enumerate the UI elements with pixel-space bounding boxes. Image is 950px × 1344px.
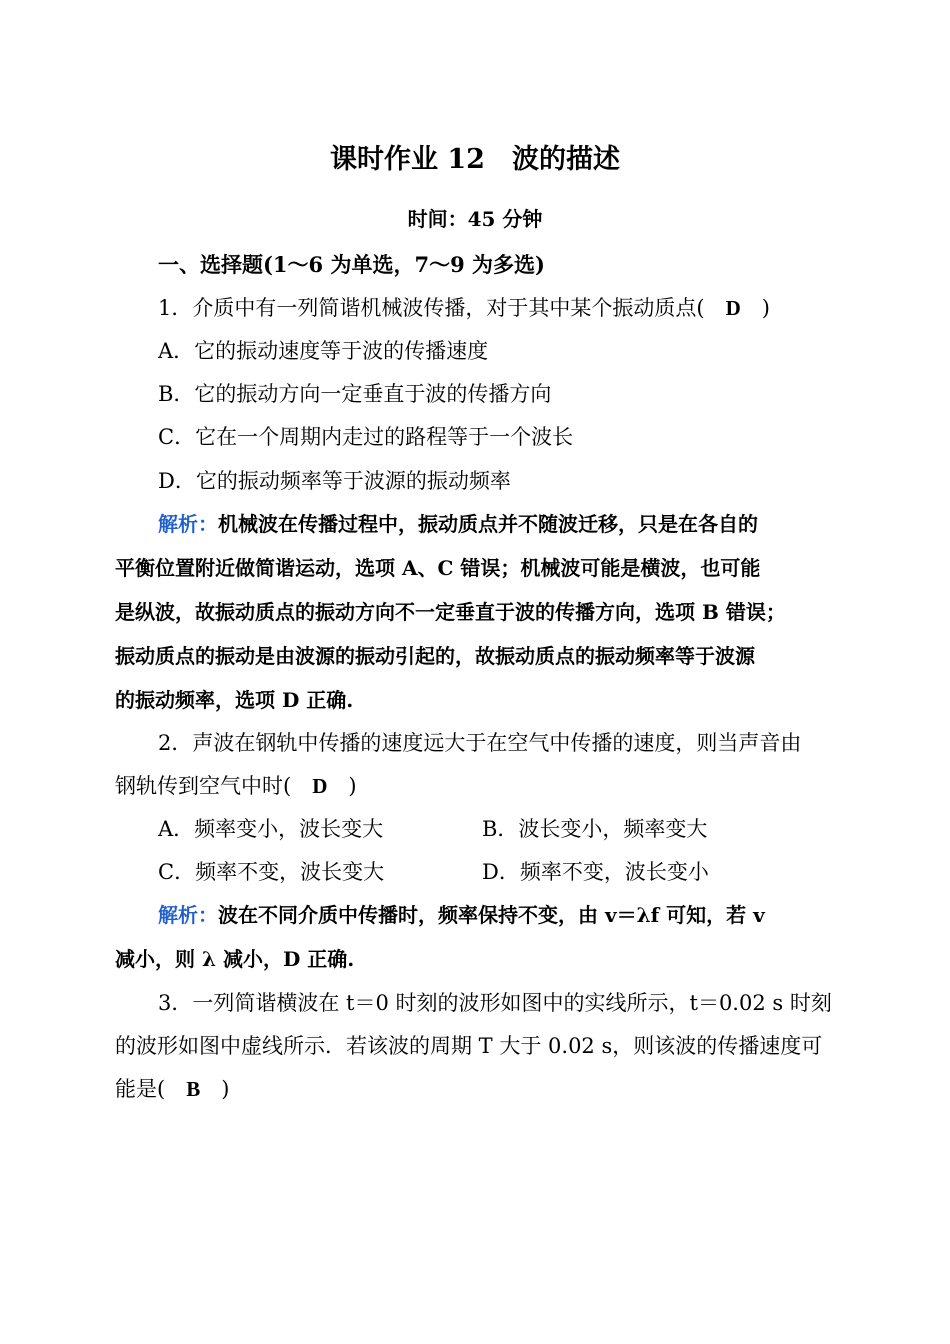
analysis-2-line: 减小，则 λ 减小，D 正确. [115, 947, 355, 971]
page-title: 课时作业 12 波的描述 [330, 144, 620, 175]
answer: B [186, 1077, 201, 1101]
option-b: B．它的振动方向一定垂直于波的传播方向 [158, 382, 552, 406]
answer: D [725, 296, 741, 320]
option-a: A．频率变小，波长变大 [158, 817, 384, 841]
question-1-stem [158, 293, 770, 323]
question-text: 能是( [115, 1077, 187, 1101]
question-3-stem: 3．一列简谐横波在 t＝0 时刻的波形如图中的实线所示，t＝0.02 s 时刻 [158, 991, 832, 1015]
option-b: B．波长变小，频率变大 [482, 817, 708, 841]
question-2-stem [115, 771, 357, 801]
question-text: 1．介质中有一列简谐机械波传播，对于其中某个振动质点( [158, 296, 726, 320]
analysis-1-line [158, 509, 758, 539]
answer: D [312, 774, 328, 798]
analysis-1-line: 振动质点的振动是由波源的振动引起的，故振动质点的振动频率等于波源 [115, 644, 755, 668]
analysis-text: 机械波在传播过程中，振动质点并不随波迁移，只是在各自的 [218, 512, 758, 536]
question-2-stem: 2．声波在钢轨中传播的速度远大于在空气中传播的速度，则当声音由 [158, 731, 802, 755]
question-3-stem [115, 1074, 229, 1104]
option-c: C．它在一个周期内走过的路程等于一个波长 [158, 425, 574, 449]
option-a: A．它的振动速度等于波的传播速度 [158, 339, 489, 363]
option-c: C．频率不变，波长变大 [158, 860, 385, 884]
option-d: D．它的振动频率等于波源的振动频率 [158, 469, 511, 493]
analysis-2-line [158, 900, 765, 930]
analysis-label: 解析： [158, 903, 218, 927]
option-d: D．频率不变，波长变小 [482, 860, 709, 884]
time-limit: 时间：45 分钟 [407, 207, 543, 231]
analysis-text: 波在不同介质中传播时，频率保持不变，由 v＝λf 可知，若 v [218, 903, 765, 927]
analysis-1-line: 是纵波，故振动质点的振动方向不一定垂直于波的传播方向，选项 B 错误； [115, 600, 786, 624]
paren-close: ) [740, 296, 770, 320]
question-text: 钢轨传到空气中时( [115, 774, 313, 798]
analysis-1-line: 平衡位置附近做简谐运动，选项 A、C 错误；机械波可能是横波，也可能 [115, 556, 761, 580]
analysis-label: 解析： [158, 512, 218, 536]
analysis-1-line: 的振动频率，选项 D 正确. [115, 688, 354, 712]
question-3-stem: 的波形如图中虚线所示．若该波的周期 T 大于 0.02 s，则该波的传播速度可 [115, 1034, 823, 1058]
section-heading: 一、选择题(1～6 为单选，7～9 为多选) [158, 252, 545, 277]
paren-close: ) [200, 1077, 230, 1101]
paren-close: ) [327, 774, 357, 798]
